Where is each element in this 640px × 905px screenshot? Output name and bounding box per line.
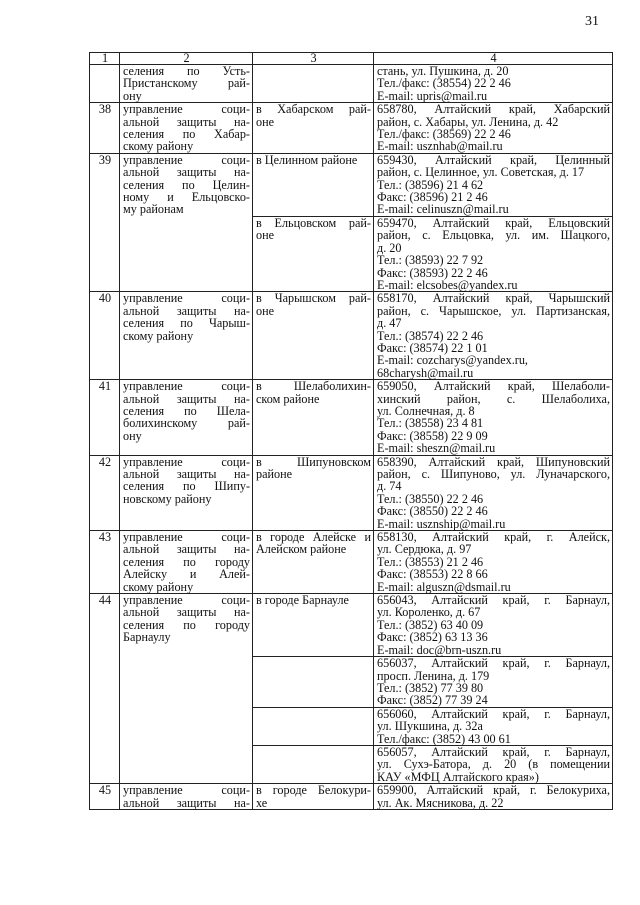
table-row <box>90 380 613 455</box>
contact-address-line: 658170, Алтайский край, Чарышский <box>377 291 610 306</box>
organization-name <box>120 531 253 594</box>
services-table <box>89 52 613 810</box>
contact-address-line: Факс: (38550) 22 2 46 <box>377 504 488 519</box>
organization-name-line: альной защиты на- <box>123 165 250 180</box>
organization-name-line: альной защиты на- <box>123 605 250 620</box>
contact-address-line: E-mail: usznship@mail.ru <box>377 516 506 531</box>
organization-name-line: альной защиты на- <box>123 303 250 318</box>
contact-address-line: 658390, Алтайский край, Шипуновский <box>377 454 610 469</box>
header-cell-2: 2 <box>120 53 253 65</box>
row-number: 45 <box>90 784 120 810</box>
organization-name-line: ону <box>123 88 142 103</box>
contact-address-line: Тел.: (3852) 77 39 80 <box>377 680 484 695</box>
service-area-line: в Целинном районе <box>256 152 358 167</box>
organization-name-line: управление соци- <box>123 152 250 167</box>
contact-address-line: 659430, Алтайский край, Целинный <box>377 152 610 167</box>
contact-address-line: E-mail: alguszn@dsmail.ru <box>377 579 511 594</box>
table-header-row <box>90 53 613 65</box>
organization-name-line: альной защиты на- <box>123 391 250 406</box>
contact-address-line: стань, ул. Пушкина, д. 20 <box>377 64 509 78</box>
service-area-line: в Ельцовском рай- <box>256 215 371 230</box>
contact-address-line: ул. Сухэ-Батора, д. 20 (в помещении <box>377 757 610 772</box>
contact-address-line: ул. Сердюка, д. 97 <box>377 542 472 557</box>
service-area <box>253 784 374 810</box>
row-number: 38 <box>90 103 120 154</box>
contact-address-line: Тел.: (38593) 22 7 92 <box>377 253 484 268</box>
organization-name-line: селения по Усть- <box>123 64 250 78</box>
contact-address <box>374 594 613 657</box>
organization-name-line: управление соци- <box>123 530 250 545</box>
contact-address-line: E-mail: cozcharys@yandex.ru, <box>377 353 528 368</box>
service-area <box>253 216 374 291</box>
row-number: 42 <box>90 455 120 530</box>
contact-address-line: Факс: (38553) 22 8 66 <box>377 567 488 582</box>
contact-address-line: район, с. Чарышское, ул. Партизанская, <box>377 303 610 318</box>
contact-address-line: 659470, Алтайский край, Ельцовский <box>377 215 610 230</box>
contact-address-line: Факс: (38558) 22 9 09 <box>377 428 488 443</box>
contact-address-line: 656043, Алтайский край, г. Барнаул, <box>377 593 610 608</box>
row-number: 41 <box>90 380 120 455</box>
contact-address-line: 659050, Алтайский край, Шелаболи- <box>377 379 610 394</box>
organization-name-line: скому району <box>123 579 194 594</box>
service-area-line: оне <box>256 303 275 318</box>
organization-name-line: селения по Чарыш- <box>123 316 250 331</box>
contact-address-line: Факс: (38593) 22 2 46 <box>377 265 488 280</box>
service-area-line: в городе Белокури- <box>256 783 371 798</box>
organization-name <box>120 380 253 455</box>
contact-address <box>374 292 613 380</box>
organization-name-line: Барнаулу <box>123 630 171 645</box>
contact-address-line: д. 74 <box>377 479 402 494</box>
service-area-line: в Шелаболихин- <box>256 379 371 394</box>
organization-name <box>120 65 253 103</box>
table-row <box>90 103 613 154</box>
service-area <box>253 103 374 154</box>
contact-address <box>374 707 613 745</box>
service-area-line: Алейском районе <box>256 542 347 557</box>
contact-address-line: Тел.: (38553) 21 2 46 <box>377 554 484 569</box>
contact-address-line: КАУ «МФЦ Алтайского края») <box>377 769 539 784</box>
organization-name-line: селения по Хабар- <box>123 127 250 142</box>
contact-address-line: 656060, Алтайский край, г. Барнаул, <box>377 706 610 721</box>
contact-address <box>374 531 613 594</box>
service-area-line: в Хабарском рай- <box>256 102 371 117</box>
contact-address-line: Тел.: (38596) 21 4 62 <box>377 177 484 192</box>
contact-address-line: E-mail: upris@mail.ru <box>377 88 488 103</box>
contact-address-line: ул. Шукшина, д. 32а <box>377 719 483 734</box>
service-area-line: хе <box>256 795 268 810</box>
contact-address-line: Тел./факс: (38554) 22 2 46 <box>377 76 511 91</box>
contact-address-line: район, с. Шипуново, ул. Луначарского, <box>377 467 610 481</box>
contact-address-line: 68charysh@mail.ru <box>377 365 474 380</box>
service-area <box>253 594 374 657</box>
contact-address-line: 658780, Алтайский край, Хабарский <box>377 102 610 117</box>
service-area-line: в городе Барнауле <box>256 593 349 608</box>
contact-address-line: д. 20 <box>377 240 402 255</box>
service-area-line: районе <box>256 467 293 481</box>
contact-address-line: д. 47 <box>377 316 402 331</box>
contact-address-line: район, с. Ельцовка, ул. им. Шацкого, <box>377 228 610 243</box>
table-row <box>90 784 613 810</box>
row-number: 43 <box>90 531 120 594</box>
table-row <box>90 65 613 103</box>
contact-address <box>374 657 613 708</box>
contact-address-line: ул. Солнечная, д. 8 <box>377 403 475 418</box>
contact-address-line: Тел.: (38550) 22 2 46 <box>377 491 484 506</box>
service-area-line: в Шипуновском <box>256 454 371 469</box>
row-number: 39 <box>90 153 120 291</box>
organization-name-line: селения по Целин- <box>123 177 250 192</box>
organization-name-line: управление соци- <box>123 783 250 798</box>
organization-name-line: скому району <box>123 139 194 154</box>
organization-name-line: ному и Ельцовско- <box>123 190 250 205</box>
organization-name <box>120 594 253 784</box>
page-number: 31 <box>585 14 599 29</box>
organization-name <box>120 455 253 530</box>
service-area <box>253 153 374 216</box>
contact-address-line: Факс: (38574) 22 1 01 <box>377 340 488 355</box>
header-cell-1: 1 <box>90 53 120 65</box>
organization-name-line: Пристанскому рай- <box>123 76 250 91</box>
contact-address <box>374 455 613 530</box>
service-area <box>253 707 374 745</box>
organization-name-line: ону <box>123 428 142 443</box>
contact-address-line: просп. Ленина, д. 179 <box>377 668 490 683</box>
contact-address-line: Тел./факс: (3852) 43 00 61 <box>377 731 511 746</box>
contact-address-line: хинский район, с. Шелаболиха, <box>377 391 610 406</box>
organization-name-line: управление соци- <box>123 102 250 117</box>
organization-name-line: управление соци- <box>123 379 250 394</box>
contact-address-line: E-mail: doc@brn-uszn.ru <box>377 642 502 657</box>
table-row <box>90 153 613 216</box>
contact-address-line: Факс: (3852) 63 13 36 <box>377 630 488 645</box>
service-area-line: в городе Алейске и <box>256 530 371 545</box>
organization-name-line: альной защиты на- <box>123 795 250 810</box>
row-number: 44 <box>90 594 120 784</box>
contact-address-line: Тел.: (38558) 23 4 81 <box>377 416 484 431</box>
contact-address-line: Тел.: (38574) 22 2 46 <box>377 328 484 343</box>
contact-address-line: район, с. Целинное, ул. Советская, д. 17 <box>377 165 585 180</box>
contact-address-line: Тел.: (3852) 63 40 09 <box>377 617 484 632</box>
contact-address-line: Тел./факс: (38569) 22 2 46 <box>377 127 511 142</box>
table-row <box>90 455 613 530</box>
service-area-line: оне <box>256 114 275 129</box>
contact-address-line: 658130, Алтайский край, г. Алейск, <box>377 530 610 545</box>
service-area <box>253 657 374 708</box>
service-area <box>253 745 374 783</box>
service-area <box>253 65 374 103</box>
table-row <box>90 594 613 657</box>
organization-name-line: управление соци- <box>123 593 250 608</box>
organization-name-line: альной защиты на- <box>123 467 250 481</box>
contact-address-line: Факс: (3852) 77 39 24 <box>377 693 488 708</box>
organization-name-line: селения по Шела- <box>123 403 250 418</box>
organization-name-line: Алейску и Алей- <box>123 567 250 582</box>
contact-address-line: ул. Ак. Мясникова, д. 22 <box>377 795 504 810</box>
contact-address <box>374 153 613 216</box>
organization-name-line: скому району <box>123 328 194 343</box>
contact-address <box>374 745 613 783</box>
service-area <box>253 531 374 594</box>
contact-address-line: E-mail: sheszn@mail.ru <box>377 441 496 456</box>
contact-address <box>374 216 613 291</box>
service-area <box>253 455 374 530</box>
organization-name-line: селения по городу <box>123 554 250 569</box>
organization-name-line: му районам <box>123 202 184 217</box>
contact-address-line: 656057, Алтайский край, г. Барнаул, <box>377 744 610 759</box>
contact-address-line: E-mail: usznhab@mail.ru <box>377 139 503 154</box>
contact-address-line: E-mail: celinuszn@mail.ru <box>377 202 509 217</box>
contact-address-line: Факс: (38596) 21 2 46 <box>377 190 488 205</box>
organization-name-line: альной защиты на- <box>123 542 250 557</box>
table-row <box>90 531 613 594</box>
contact-address <box>374 103 613 154</box>
row-number <box>90 65 120 103</box>
organization-name-line: болихинскому рай- <box>123 416 250 431</box>
organization-name-line: селения по Шипу- <box>123 479 250 494</box>
contact-address-line: 656037, Алтайский край, г. Барнаул, <box>377 656 610 671</box>
row-number: 40 <box>90 292 120 380</box>
contact-address <box>374 784 613 810</box>
organization-name-line: селения по городу <box>123 617 250 632</box>
organization-name-line: новскому району <box>123 491 212 506</box>
contact-address-line: E-mail: elcsobes@yandex.ru <box>377 277 518 292</box>
table-row <box>90 292 613 380</box>
header-cell-3: 3 <box>253 53 374 65</box>
organization-name <box>120 292 253 380</box>
contact-address <box>374 380 613 455</box>
organization-name <box>120 784 253 810</box>
contact-address-line: район, с. Хабары, ул. Ленина, д. 42 <box>377 114 559 129</box>
service-area-line: оне <box>256 228 275 243</box>
service-area-line: в Чарышском рай- <box>256 291 371 306</box>
service-area <box>253 292 374 380</box>
service-area-line: ском районе <box>256 391 320 406</box>
header-cell-4: 4 <box>374 53 613 65</box>
organization-name-line: управление соци- <box>123 454 250 469</box>
contact-address <box>374 65 613 103</box>
organization-name-line: альной защиты на- <box>123 114 250 129</box>
organization-name-line: управление соци- <box>123 291 250 306</box>
organization-name <box>120 103 253 154</box>
organization-name <box>120 153 253 291</box>
contact-address-line: ул. Короленко, д. 67 <box>377 605 481 620</box>
service-area <box>253 380 374 455</box>
contact-address-line: 659900, Алтайский край, г. Белокуриха, <box>377 783 610 798</box>
